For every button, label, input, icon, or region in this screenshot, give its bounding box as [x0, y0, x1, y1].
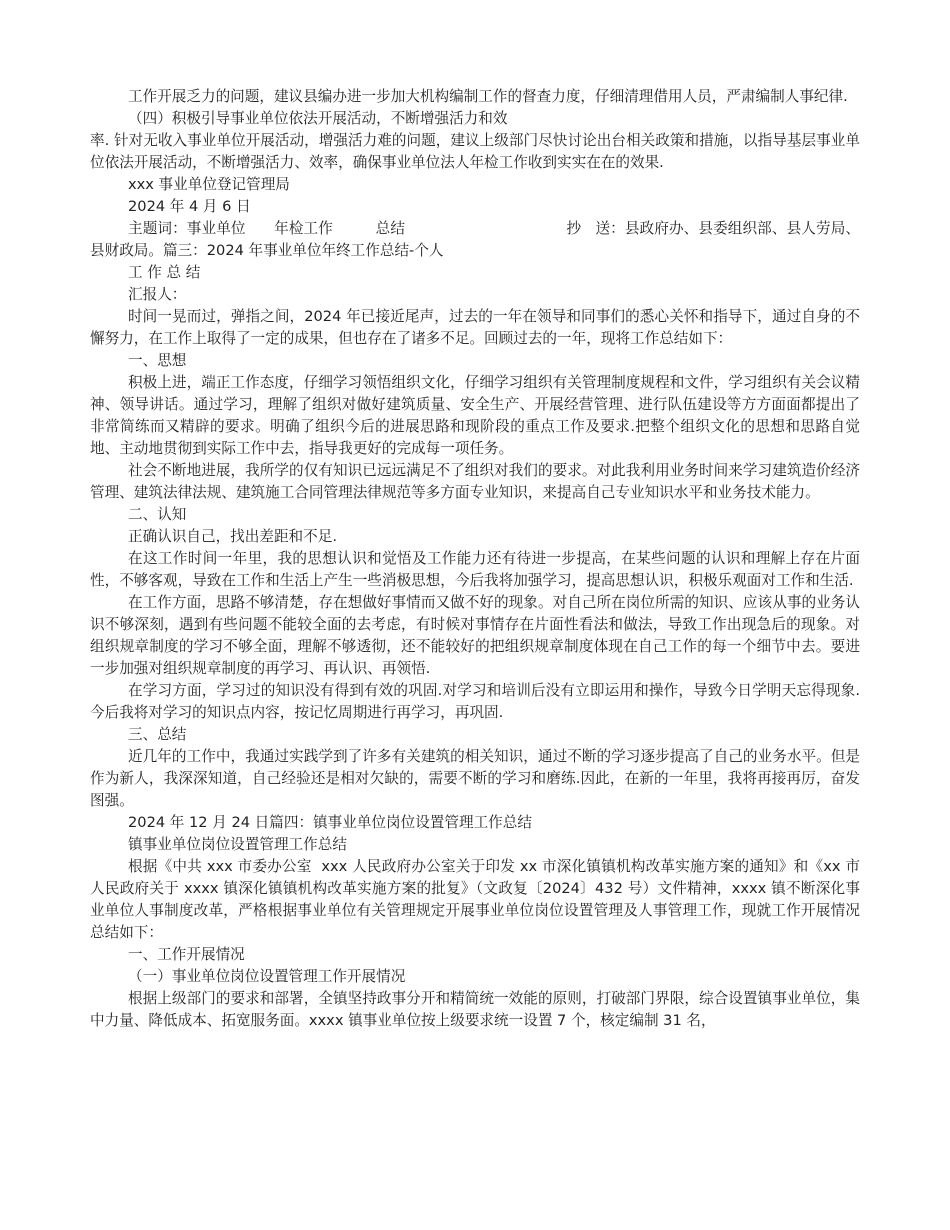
paragraph: 率. 针对无收入事业单位开展活动，增强活力难的问题，建议上级部门尽快讨论出台相关政策和措施，以指导基层事业单位依法开展活动，不断增强活力、效率，确保事业单位法人年检工作收到实实在在的效果.: [90, 132, 860, 171]
section-title: 镇事业单位岗位设置管理工作总结: [128, 836, 347, 853]
paragraph: （四）积极引导事业单位依法开展活动，不断增强活力和效: [128, 110, 508, 127]
reporter: 汇报人：: [128, 286, 187, 303]
paragraph: 在工作方面，思路不够清楚，存在想做好事情而又做不好的现象。对自己所在岗位所需的知识、应该从事的业务认识不够深刻，遇到有些问题不能较全面的去考虑，有时候对事情存在片面性看法和做法，导致工作出现急后的现象。对组织规章制度的学习不够全面，理解不够透彻，还不能较好的把组织规章制度体现在自己工作的每一个细节中去。要进一步加强对组织规章制度的再学习、再认识、再领悟.: [90, 594, 860, 677]
heading: 二、认知: [128, 506, 187, 523]
paragraph: 社会不断地进展，我所学的仅有知识已远远满足不了组织对我们的要求。对此我利用业务时间来学习建筑造价经济管理、建筑法律法规、建筑施工合同管理法律规范等多方面专业知识，来提高自己专业知识水平和业务技术能力。: [90, 462, 860, 501]
heading: 一、思想: [128, 352, 187, 369]
date: 2024 年 4 月 6 日: [128, 198, 251, 215]
paragraph: 近几年的工作中，我通过实践学到了许多有关建筑的相关知识，通过不断的学习逐步提高了自己的业务水平。但是作为新人，我深深知道，自己经验还是相对欠缺的，需要不断的学习和磨练.因此，在新的一年里，我将再接再厉，奋发图强。: [90, 748, 860, 809]
paragraph: 时间一晃而过，弹指之间，2024 年已接近尾声，过去的一年在领导和同事们的悉心关怀和指导下，通过自身的不懈努力，在工作上取得了一定的成果，但也存在了诸多不足。回顾过去的一年，现将工作总结如下：: [90, 308, 860, 347]
subject-words: 主题词：事业单位 年检工作 总结 抄 送：县政府办、县委组织部、县人劳局、县财政局。篇三：2024 年事业单位年终工作总结-个人: [90, 220, 860, 259]
heading: 一、工作开展情况: [128, 946, 245, 963]
paragraph: 在这工作时间一年里，我的思想认识和觉悟及工作能力还有待进一步提高，在某些问题的认识和理解上存在片面性，不够客观，导致在工作和生活上产生一些消极思想，今后我将加强学习，提高思想认识，积极乐观面对工作和生活.: [90, 550, 860, 589]
paragraph: 工作开展乏力的问题，建议县编办进一步加大机构编制工作的督查力度，仔细清理借用人员，严肃编制人事纪律.: [128, 88, 848, 105]
paragraph: 根据《中共 xxx 市委办公室 xxx 人民政府办公室关于印发 xx 市深化镇镇机构改革实施方案的通知》和《xx 市人民政府关于 xxxx 镇深化镇镇机构改革实施方案的批复》（文政复〔2024〕432 号）文件精神，xxxx 镇不断深化事业单位人事制度改革，严格根据事业单位有关管理规定开展事业单位岗位设置管理及人事管理工作，现就工作开展情况总结如下：: [90, 858, 860, 941]
paragraph: 积极上进，端正工作态度，仔细学习领悟组织文化，仔细学习组织有关管理制度规程和文件，学习组织有关会议精神、领导讲话。通过学习，理解了组织对做好建筑质量、安全生产、开展经营管理、进行队伍建设等方方面面都提出了非常简练而又精辟的要求。明确了组织今后的进展思路和现阶段的重点工作及要求.把整个组织文化的思想和思路自觉地、主动地贯彻到实际工作中去，指导我更好的完成每一项任务。: [90, 374, 860, 457]
date-and-section: 2024 年 12 月 24 日篇四：镇事业单位岗位设置管理工作总结: [128, 814, 532, 831]
paragraph: 在学习方面，学习过的知识没有得到有效的巩固.对学习和培训后没有立即运用和操作，导致今日学明天忘得现象.今后我将对学习的知识点内容，按记忆周期进行再学习，再巩固.: [90, 682, 860, 721]
signature-org: xxx 事业单位登记管理局: [128, 176, 290, 193]
heading: 三、总结: [128, 726, 187, 743]
subheading: （一）事业单位岗位设置管理工作开展情况: [128, 968, 406, 985]
paragraph: 正确认识自己，找出差距和不足.: [128, 528, 337, 545]
section-title: 工 作 总 结: [128, 264, 201, 281]
paragraph: 根据上级部门的要求和部署，全镇坚持政事分开和精简统一效能的原则，打破部门界限，综合设置镇事业单位，集中力量、降低成本、拓宽服务面。xxxx 镇事业单位按上级要求统一设置 7 个，核定编制 31 名，: [90, 990, 860, 1029]
